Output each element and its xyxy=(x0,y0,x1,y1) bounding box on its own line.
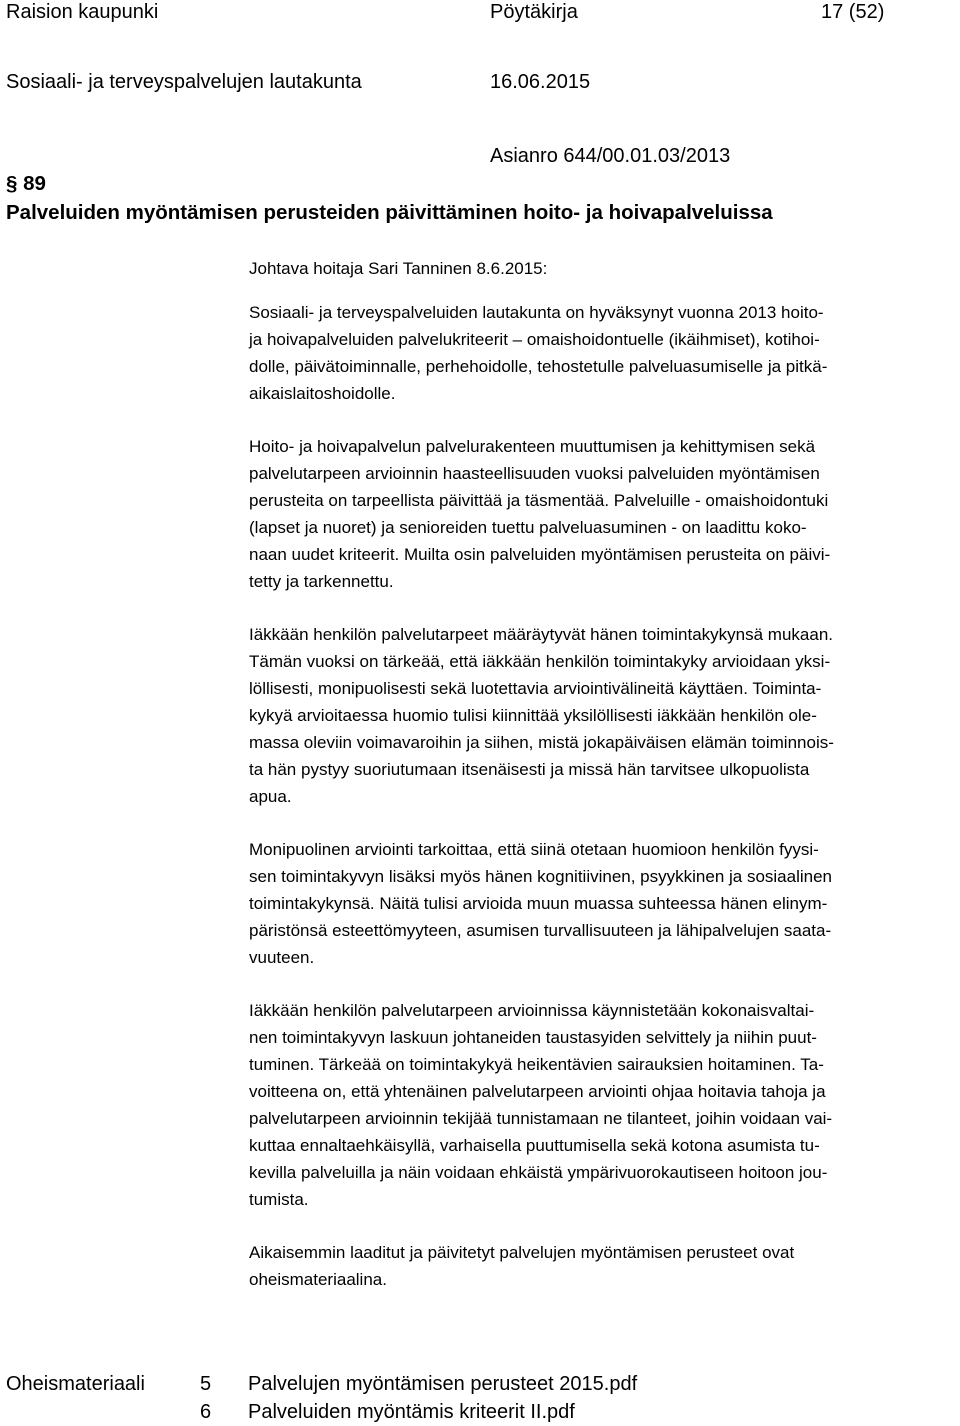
case-number: Asianro 644/00.01.03/2013 xyxy=(490,145,731,167)
text-line: toimintakykynsä. Näitä tulisi arvioida muun muassa suhteessa hänen elinym- xyxy=(249,894,828,913)
text-line: vuuteen. xyxy=(249,948,315,967)
attachment-name: Palveluiden myöntämis kriteerit II.pdf xyxy=(248,1401,575,1423)
paragraph-4 xyxy=(249,836,955,971)
text-line: nen toimintakyvyn laskuun johtaneiden taustasyiden selvittely ja niihin puut- xyxy=(249,1028,817,1047)
text-line: Tämän vuoksi on tärkeää, että iäkkään henkilön toimintakyky arvioidaan yksi- xyxy=(249,652,831,671)
paragraph-6 xyxy=(249,1239,955,1293)
attachment-number: 6 xyxy=(200,1401,212,1423)
attachment-number: 5 xyxy=(200,1373,212,1395)
meeting-date: 16.06.2015 xyxy=(490,71,591,93)
attachment-name: Palvelujen myöntämisen perusteet 2015.pdf xyxy=(248,1373,638,1395)
text-line: tetty ja tarkennettu. xyxy=(249,572,394,591)
section-number: § 89 xyxy=(6,172,46,195)
organization-name: Raision kaupunki xyxy=(6,1,159,23)
text-line: löllisesti, monipuolisesti sekä luotettavia arviointivälineitä käyttäen. Toiminta- xyxy=(249,679,822,698)
section-title: Palveluiden myöntämisen perusteiden päivittäminen hoito- ja hoivapalveluissa xyxy=(6,201,773,224)
text-line: kykyä arvioitaessa huomio tulisi kiinnittää yksilöllisesti iäkkään henkilön ole- xyxy=(249,706,817,725)
text-line: päristönsä esteettömyyteen, asumisen turvallisuuteen ja lähipalvelujen saata- xyxy=(249,921,832,940)
text-line: Monipuolinen arviointi tarkoittaa, että siinä otetaan huomioon henkilön fyysi- xyxy=(249,840,819,859)
presenter-line: Johtava hoitaja Sari Tanninen 8.6.2015: xyxy=(249,259,548,278)
text-line: massa oleviin voimavaroihin ja siihen, mistä jokapäiväisen elämän toiminnois- xyxy=(249,733,834,752)
board-name: Sosiaali- ja terveyspalvelujen lautakunta xyxy=(6,71,362,93)
text-line: Iäkkään henkilön palvelutarpeet määräytyvät hänen toimintakykynsä mukaan. xyxy=(249,625,834,644)
text-line: perusteita on tarpeellista päivittää ja täsmentää. Palveluille - omaishoidontuki xyxy=(249,491,829,510)
paragraph-3 xyxy=(249,621,955,810)
page-indicator: 17 (52) xyxy=(821,1,885,23)
text-line: Sosiaali- ja terveyspalveluiden lautakunta on hyväksynyt vuonna 2013 hoito- xyxy=(249,303,824,322)
text-line: tumista. xyxy=(249,1190,309,1209)
text-line: kevilla palveluilla ja näin voidaan ehkäistä ympärivuorokautiseen hoitoon jou- xyxy=(249,1163,828,1182)
paragraph-5 xyxy=(249,997,955,1213)
text-line: apua. xyxy=(249,787,292,806)
attachment-row xyxy=(6,1370,637,1398)
text-line: Hoito- ja hoivapalvelun palvelurakenteen muuttumisen ja kehittymisen sekä xyxy=(249,437,816,456)
text-line: aikaislaitoshoidolle. xyxy=(249,384,396,403)
text-line: ja hoivapalveluiden palvelukriteerit – omaishoidontuelle (ikäihmiset), kotihoi- xyxy=(249,330,820,349)
text-line: palvelutarpeen arvioinnin haasteellisuuden vuoksi palveluiden myöntämisen xyxy=(249,464,820,483)
text-line: oheismateriaalina. xyxy=(249,1270,387,1289)
attachments-list xyxy=(6,1370,637,1426)
paragraph-1 xyxy=(249,299,955,407)
text-line: naan uudet kriteerit. Muilta osin palveluiden myöntämisen perusteita on päivi- xyxy=(249,545,831,564)
paragraph-2 xyxy=(249,433,955,595)
text-line: (lapset ja nuoret) ja senioreiden tuettu palveluasuminen - on laadittu koko- xyxy=(249,518,807,537)
text-line: palvelutarpeen arvioinnin tekijää tunnistamaan ne tilanteet, joihin voidaan vai- xyxy=(249,1109,833,1128)
document-type: Pöytäkirja xyxy=(490,1,578,23)
text-line: Iäkkään henkilön palvelutarpeen arvioinnissa käynnistetään kokonaisvaltai- xyxy=(249,1001,815,1020)
text-line: voitteena on, että yhtenäinen palvelutarpeen arviointi ohjaa hoitavia tahoja ja xyxy=(249,1082,826,1101)
text-line: kuttaa ennaltaehkäisyllä, varhaisella puuttumisella sekä kotona asumista tu- xyxy=(249,1136,820,1155)
document-body xyxy=(249,255,955,1293)
text-line: ta hän pystyy suoriutumaan itsenäisesti ja missä hän tarvitsee ulkopuolista xyxy=(249,760,810,779)
text-line: sen toimintakyvyn lisäksi myös hänen kognitiivinen, psyykkinen ja sosiaalinen xyxy=(249,867,833,886)
text-line: dolle, päivätoiminnalle, perhehoidolle, tehostetulle palveluasumiselle ja pitkä- xyxy=(249,357,828,376)
attachments-label: Oheismateriaali xyxy=(6,1373,145,1395)
text-line: Aikaisemmin laaditut ja päivitetyt palvelujen myöntämisen perusteet ovat xyxy=(249,1243,795,1262)
text-line: tuminen. Tärkeää on toimintakykyä heikentävien sairauksien hoitaminen. Ta- xyxy=(249,1055,824,1074)
